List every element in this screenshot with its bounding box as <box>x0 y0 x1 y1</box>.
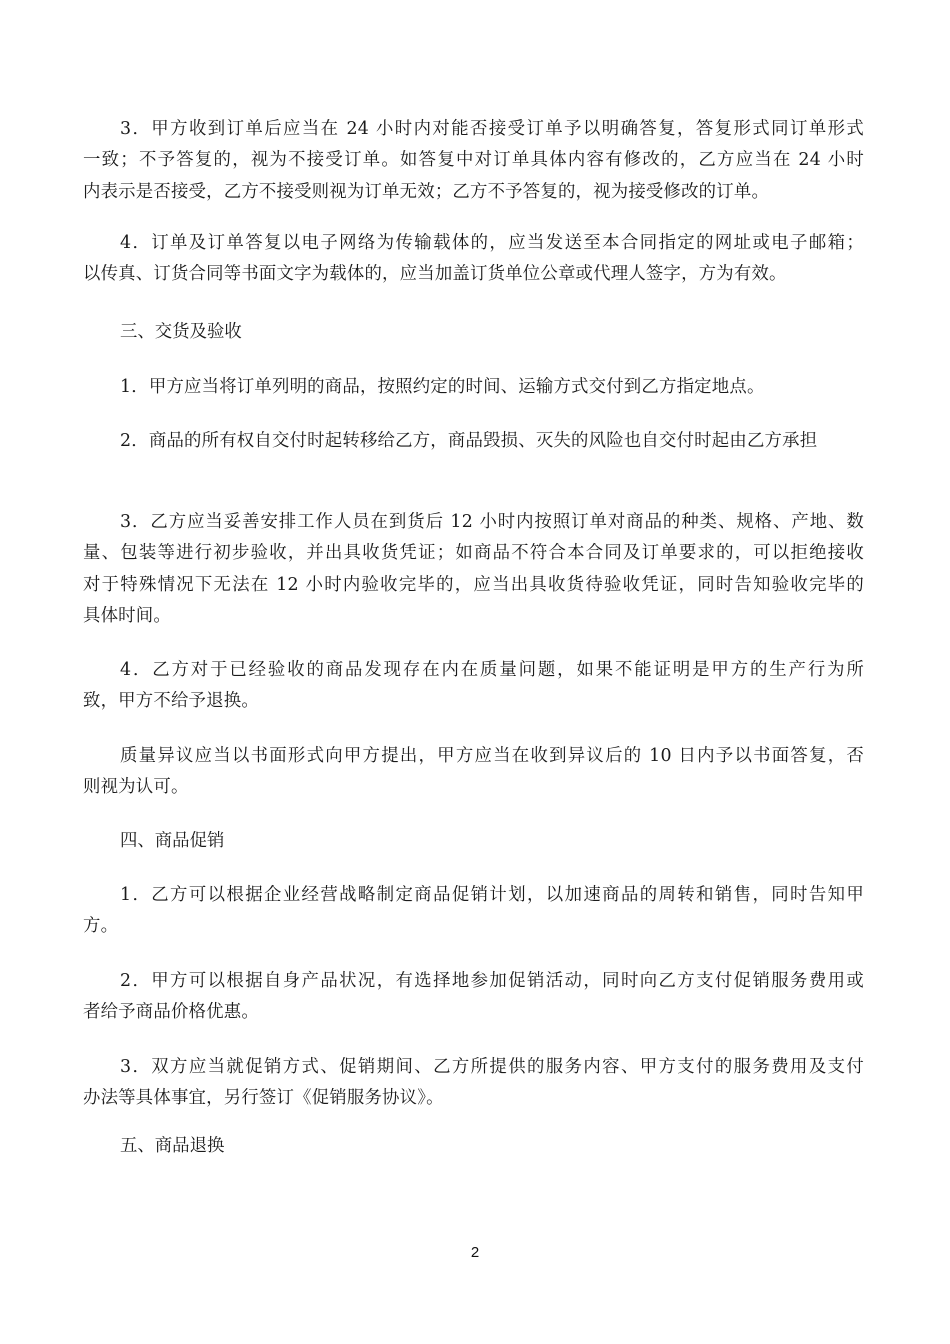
paragraph-promotion-clause-1 <box>83 880 864 943</box>
text-line: 3．甲方收到订单后应当在 24 小时内对能否接受订单予以明确答复，答复形式同订单形式 <box>120 119 864 139</box>
text-line: 3．双方应当就促销方式、促销期间、乙方所提供的服务内容、甲方支付的服务费用及支付 <box>120 1057 864 1077</box>
paragraph-order-reply-clause-4 <box>83 228 864 291</box>
text-line: 办法等具体事宜，另行签订《促销服务协议》。 <box>83 1088 444 1109</box>
text-line: 者给予商品价格优惠。 <box>83 1002 259 1023</box>
section-heading-promotion: 四、商品促销 <box>120 831 225 851</box>
page-number: 2 <box>470 1244 480 1261</box>
paragraph-quality-objection <box>83 741 864 804</box>
paragraph-delivery-clause-1 <box>83 372 864 403</box>
text-line: 方。 <box>83 916 119 937</box>
paragraph-delivery-clause-2 <box>83 426 864 457</box>
text-line: 量、包装等进行初步验收，并出具收货凭证；如商品不符合本合同及订单要求的，可以拒绝接收 <box>83 543 864 564</box>
paragraph-delivery-clause-3 <box>83 507 864 632</box>
section-heading-returns-exchange: 五、商品退换 <box>120 1136 225 1156</box>
text-line: 4．乙方对于已经验收的商品发现存在内在质量问题，如果不能证明是甲方的生产行为所 <box>120 660 864 680</box>
text-line: 具体时间。 <box>83 605 171 626</box>
text-line: 则视为认可。 <box>83 777 189 798</box>
text-line: 1．乙方可以根据企业经营战略制定商品促销计划，以加速商品的周转和销售，同时告知甲 <box>120 885 864 905</box>
text-line: 致，甲方不给予退换。 <box>83 691 259 712</box>
section-heading-delivery-acceptance: 三、交货及验收 <box>120 322 242 342</box>
text-line: 4．订单及订单答复以电子网络为传输载体的，应当发送至本合同指定的网址或电子邮箱； <box>120 233 864 253</box>
paragraph-promotion-clause-2 <box>83 966 864 1029</box>
paragraph-promotion-clause-3 <box>83 1052 864 1115</box>
text-line: 对于特殊情况下无法在 12 小时内验收完毕的，应当出具收货待验收凭证，同时告知验收完毕的 <box>83 574 864 595</box>
text-line: 一致；不予答复的，视为不接受订单。如答复中对订单具体内容有修改的，乙方应当在 24 小时 <box>83 150 864 171</box>
text-line: 质量异议应当以书面形式向甲方提出，甲方应当在收到异议后的 10 日内予以书面答复，否 <box>120 746 864 766</box>
paragraph-order-reply-clause-3 <box>83 114 864 208</box>
text-line: 2．商品的所有权自交付时起转移给乙方，商品毁损、灭失的风险也自交付时起由乙方承担 <box>120 431 818 451</box>
paragraph-delivery-clause-4 <box>83 655 864 718</box>
text-line: 内表示是否接受，乙方不接受则视为订单无效；乙方不予答复的，视为接受修改的订单。 <box>83 181 770 202</box>
text-line: 1．甲方应当将订单列明的商品，按照约定的时间、运输方式交付到乙方指定地点。 <box>120 377 765 397</box>
text-line: 3．乙方应当妥善安排工作人员在到货后 12 小时内按照订单对商品的种类、规格、产地、数 <box>120 512 864 532</box>
text-line: 2．甲方可以根据自身产品状况，有选择地参加促销活动，同时向乙方支付促销服务费用或 <box>120 971 864 991</box>
text-line: 以传真、订货合同等书面文字为载体的，应当加盖订货单位公章或代理人签字，方为有效。 <box>83 264 787 285</box>
